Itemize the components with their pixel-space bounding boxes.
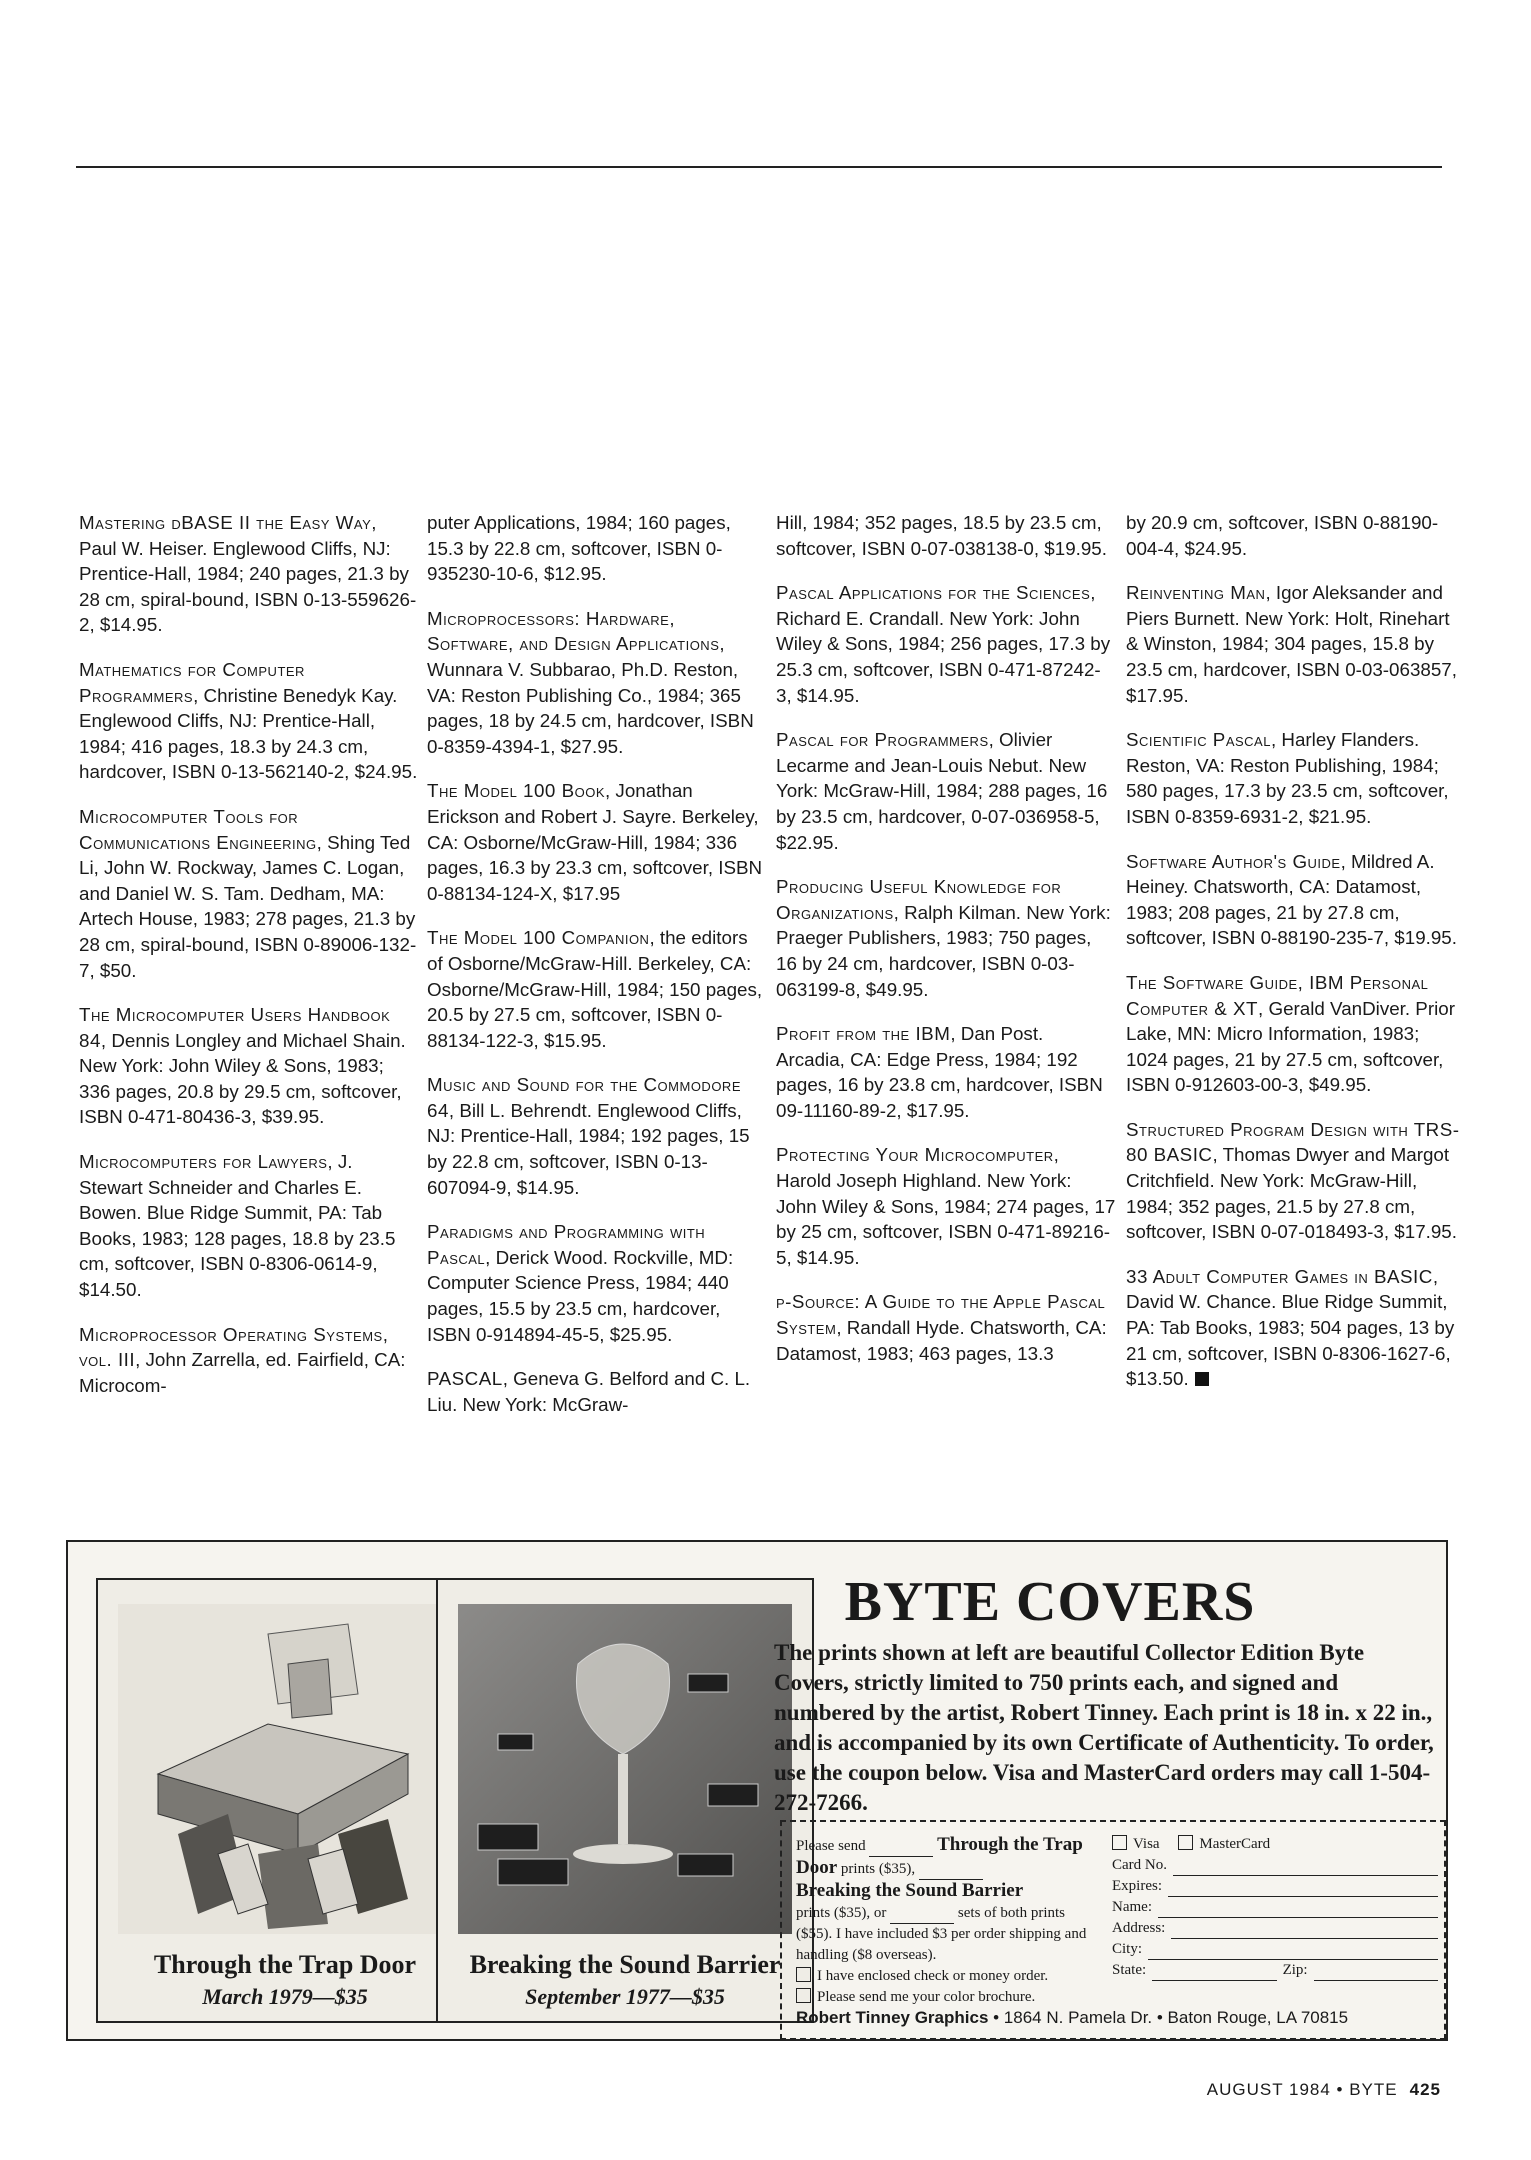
book-entry: puter Applications, 1984; 160 pages, 15.3 by 22.8 cm, softcover, ISBN 0-935230-10-6, $12.95. bbox=[427, 512, 731, 585]
brochure-checkbox[interactable] bbox=[796, 1988, 811, 2003]
print-panel-sound-barrier bbox=[436, 1578, 814, 2023]
book-entry: Producing Useful Knowledge for Organizations, Ralph Kilman. New York: Praeger Publishers, 1983; 750 pages, 16 by 24 cm, hardcover, ISBN 0-03-063199-8, $49.95. bbox=[776, 876, 1111, 1000]
book-entry: Profit from the IBM, Dan Post. Arcadia, CA: Edge Press, 1984; 192 pages, 16 by 23.8 cm, hardcover, ISBN 09-11160-89-2, $17.95. bbox=[776, 1023, 1103, 1121]
book-entry: Mathematics for Computer Programmers, Christine Benedyk Kay. Englewood Cliffs, NJ: Prentice-Hall, 1984; 416 pages, 18.3 by 24.3 cm, hardcover, ISBN 0-13-562140-2, $24.95. bbox=[79, 658, 418, 783]
visa-checkbox[interactable] bbox=[1112, 1835, 1127, 1850]
book-entry: Microprocessors: Hardware, Software, and Design Applications, Wunnara V. Subbarao, Ph.D. Reston, VA: Reston Publishing Co., 1984; 365 pages, 18 by 24.5 cm, hardcover, ISBN 0-8359-4394-1, $27.95. bbox=[427, 607, 754, 757]
zip-field[interactable] bbox=[1314, 1966, 1438, 1981]
quantity-blank[interactable] bbox=[869, 1856, 933, 1857]
top-rule bbox=[76, 166, 1442, 168]
coupon-payment-fields: Visa MasterCard Card No. Expires: Name: Address: City: State: Zip: bbox=[1112, 1834, 1438, 1981]
address-field[interactable] bbox=[1171, 1924, 1438, 1939]
coupon-order-text: Please send Through the Trap Door prints ($35), Breaking the Sound Barrier prints ($35), or sets of both prints ($55). I have included $3 per order shipping and handling ($8 overseas). I have enclosed check or money order. Please send me your color brochure. bbox=[796, 1834, 1087, 2005]
book-entry: Protecting Your Microcomputer, Harold Joseph Highland. New York: John Wiley & Sons, 1984; 274 pages, 17 by 25 cm, softcover, ISBN 0-471-89216-5, $14.95. bbox=[776, 1144, 1116, 1268]
book-entry: The Model 100 Book, Jonathan Erickson and Robert J. Sayre. Berkeley, CA: Osborne/McGraw-Hill, 1984; 336 pages, 16.3 by 23.3 cm, softcover, ISBN 0-88134-124-X, $17.95 bbox=[427, 780, 763, 904]
print-title: Breaking the Sound Barrier bbox=[469, 1950, 781, 1979]
book-entry: PASCAL, Geneva G. Belford and C. L. Liu. New York: McGraw- bbox=[427, 1368, 751, 1415]
page-number: 425 bbox=[1409, 2080, 1441, 2099]
book-column-1 bbox=[79, 510, 419, 1417]
print-date-price: March 1979—$35 bbox=[202, 1984, 368, 2009]
card-number-field[interactable] bbox=[1173, 1861, 1438, 1876]
name-field[interactable] bbox=[1158, 1903, 1438, 1918]
end-mark-icon bbox=[1195, 1372, 1209, 1386]
print-date-price: September 1977—$35 bbox=[525, 1984, 725, 2009]
city-field[interactable] bbox=[1148, 1945, 1438, 1960]
state-field[interactable] bbox=[1152, 1966, 1276, 1981]
book-entry: 33 Adult Computer Games in BASIC, David W. Chance. Blue Ridge Summit, PA: Tab Books, 1983; 504 pages, 13 by 21 cm, softcover, ISBN 0-8306-1627-6, $13.50. bbox=[1126, 1265, 1455, 1390]
book-entry: Reinventing Man, Igor Aleksander and Piers Burnett. New York: Holt, Rinehart & Winston, 1984; 304 pages, 15.8 by 23.5 cm, hardcover, ISBN 0-03-063857, $17.95. bbox=[1126, 582, 1457, 706]
byte-covers-ad bbox=[66, 1540, 1448, 2041]
book-entry: The Software Guide, IBM Personal Computer & XT, Gerald VanDiver. Prior Lake, MN: Micro Information, 1983; 1024 pages, 21 by 27.5 cm, softcover, ISBN 0-912603-00-3, $49.95. bbox=[1126, 971, 1455, 1096]
book-column-4 bbox=[1126, 510, 1466, 1411]
page-footer bbox=[1207, 2080, 1441, 2100]
quantity-blank[interactable] bbox=[890, 1923, 954, 1924]
book-column-3 bbox=[776, 510, 1116, 1385]
book-entry: Microcomputers for Lawyers, J. Stewart Schneider and Charles E. Bowen. Blue Ridge Summit, PA: Tab Books, 1983; 128 pages, 18.8 by 23.5 cm, softcover, ISBN 0-8306-0614-9, $14.50. bbox=[79, 1151, 396, 1301]
ad-title: BYTE COVERS bbox=[844, 1571, 1256, 1633]
order-coupon bbox=[780, 1820, 1446, 2040]
print-panel-trap-door bbox=[96, 1578, 474, 2023]
book-column-2 bbox=[427, 510, 767, 1436]
book-entry: The Model 100 Companion, the editors of Osborne/McGraw-Hill. Berkeley, CA: Osborne/McGraw-Hill, 1984; 150 pages, 20.5 by 27.5 cm, softcover, ISBN 0-88134-122-3, $15.95. bbox=[427, 927, 763, 1051]
expires-field[interactable] bbox=[1168, 1882, 1438, 1897]
book-entry: Software Author's Guide, Mildred A. Heiney. Chatsworth, CA: Datamost, 1983; 208 pages, 21 by 27.8 cm, softcover, ISBN 0-88190-235-7, $19.95. bbox=[1126, 850, 1457, 949]
book-entry: Hill, 1984; 352 pages, 18.5 by 23.5 cm, softcover, ISBN 0-07-038138-0, $19.95. bbox=[776, 512, 1107, 559]
issue-label: AUGUST 1984 • BYTE bbox=[1206, 2080, 1398, 2099]
trap-door-illustration bbox=[118, 1604, 452, 1934]
book-entry: by 20.9 cm, softcover, ISBN 0-88190-004-4, $24.95. bbox=[1126, 512, 1439, 559]
book-entry: Music and Sound for the Commodore 64, Bill L. Behrendt. Englewood Cliffs, NJ: Prentice-Hall, 1984; 192 pages, 15 by 22.8 cm, softcover, ISBN 0-13-607094-9, $14.95. bbox=[427, 1074, 750, 1198]
book-entry: Scientific Pascal, Harley Flanders. Reston, VA: Reston Publishing, 1984; 580 pages, 17.3 by 23.5 cm, softcover, ISBN 0-8359-6931-2, $21.95. bbox=[1126, 729, 1449, 827]
book-entry: Mastering dBASE II the Easy Way, Paul W. Heiser. Englewood Cliffs, NJ: Prentice-Hall, 1984; 240 pages, 21.3 by 28 cm, spiral-bound, ISBN 0-13-559626-2, $14.95. bbox=[79, 512, 417, 636]
mastercard-checkbox[interactable] bbox=[1178, 1835, 1193, 1850]
vendor-address: Robert Tinney Graphics • 1864 N. Pamela Dr. • Baton Rouge, LA 70815 bbox=[796, 2008, 1349, 2027]
book-entry: Pascal for Programmers, Olivier Lecarme and Jean-Louis Nebut. New York: McGraw-Hill, 1984; 288 pages, 16 by 23.5 cm, hardcover, 0-07-036958-5, $22.95. bbox=[776, 729, 1108, 853]
check-enclosed-checkbox[interactable] bbox=[796, 1967, 811, 1982]
book-entry: Microcomputer Tools for Communications Engineering, Shing Ted Li, John W. Rockway, James C. Logan, and Daniel W. S. Tam. Dedham, MA: Artech House, 1983; 278 pages, 21.3 by 28 cm, spiral-bound, ISBN 0-89006-132-7, $50. bbox=[79, 805, 417, 981]
book-entry: p-Source: A Guide to the Apple Pascal System, Randall Hyde. Chatsworth, CA: Datamost, 1983; 463 pages, 13.3 bbox=[776, 1291, 1107, 1364]
book-entry: Paradigms and Programming with Pascal, Derick Wood. Rockville, MD: Computer Science Press, 1984; 440 pages, 15.5 by 23.5 cm, hardcover, ISBN 0-914894-45-5, $25.95. bbox=[427, 1221, 734, 1345]
book-entry: Structured Program Design with TRS-80 BASIC, Thomas Dwyer and Margot Critchfield. New York: McGraw-Hill, 1984; 352 pages, 21.5 by 27.8 cm, softcover, ISBN 0-07-018493-3, $17.95. bbox=[1126, 1118, 1460, 1243]
sound-barrier-illustration bbox=[458, 1604, 792, 1934]
book-entry: Microprocessor Operating Systems, vol. III, John Zarrella, ed. Fairfield, CA: Microcom- bbox=[79, 1323, 406, 1396]
book-entry: The Microcomputer Users Handbook 84, Dennis Longley and Michael Shain. New York: John Wiley & Sons, 1983; 336 pages, 20.8 by 29.5 cm, softcover, ISBN 0-471-80436-3, $39.95. bbox=[79, 1004, 406, 1128]
ad-body: The prints shown at left are beautiful Collector Edition Byte Covers, strictly limited to 750 prints each, and signed and numbered by the artist, Robert Tinney. Each print is 18 in. x 22 in., and is accompanied by its own Certificate of Authenticity. To order, use the coupon below. Visa and MasterCard orders may call 1-504-272-7266. bbox=[774, 1640, 1434, 1815]
print-title: Through the Trap Door bbox=[153, 1950, 417, 1979]
book-entry: Pascal Applications for the Sciences, Richard E. Crandall. New York: John Wiley & Sons, 1984; 256 pages, 17.3 by 25.3 cm, softcover, ISBN 0-471-87242-3, $14.95. bbox=[776, 582, 1111, 706]
